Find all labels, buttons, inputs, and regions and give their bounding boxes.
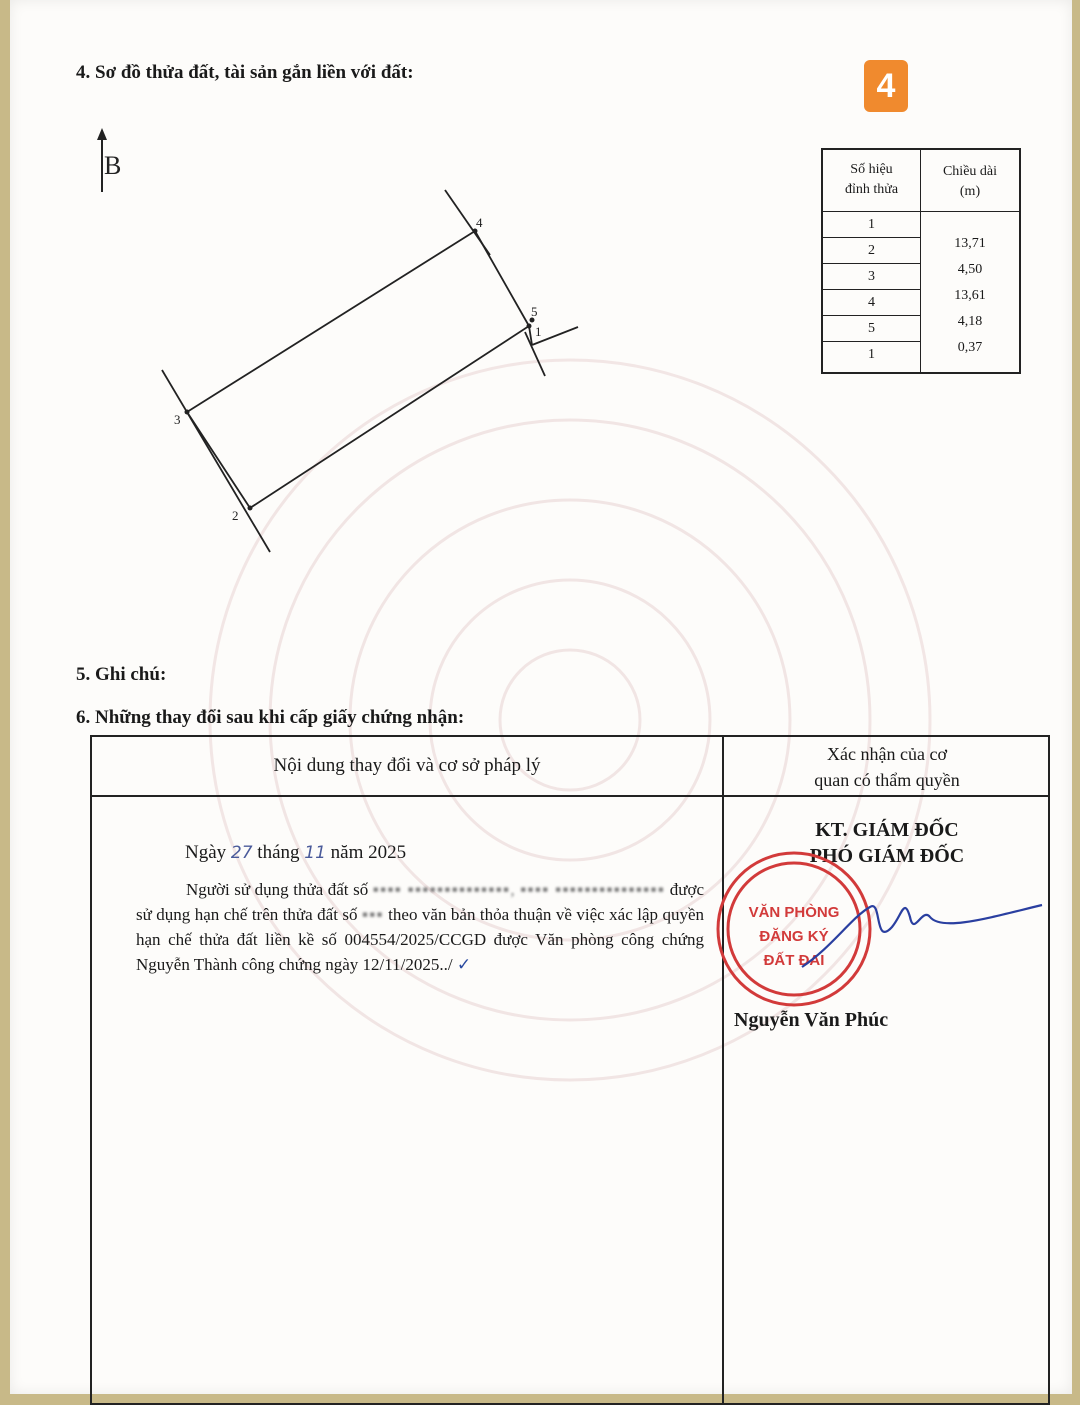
date-month: 11 — [304, 843, 326, 863]
svg-text:VĂN PHÒNG: VĂN PHÒNG — [748, 904, 840, 921]
change-content: Người sử dụng thửa đất số ▪▪▪▪ ▪▪▪▪▪▪▪▪▪▪▪▪▪▪, ▪▪▪▪ ▪▪▪▪▪▪▪▪▪▪▪▪▪▪▪ được sử dụng hạn chế trên thửa đất số ▪▪▪ theo văn bản thỏa thuận về việc xác lập quyền hạn chế thửa đất liền kề số 004554/2025/CCGD được Văn phòng công chứng Nguyễn Thành công chứng ngày 12/11/2025../ ✓ — [136, 880, 704, 975]
column-header-content: Nội dung thay đổi và cơ sở pháp lý — [273, 755, 541, 776]
parcel-diagram — [150, 180, 590, 560]
redacted-text: ▪▪▪ — [361, 905, 384, 924]
section-4-title: 4. Sơ đồ thửa đất, tài sản gắn liền với đất: — [76, 62, 414, 83]
column-header-confirmation: Xác nhận của cơ quan có thẩm quyền — [814, 744, 960, 790]
point-cell: 4 — [823, 290, 920, 316]
changes-table — [90, 735, 1050, 1405]
svg-text:ĐĂNG KÝ: ĐĂNG KÝ — [759, 928, 829, 945]
length-cell: 4,50 — [957, 262, 983, 277]
point-label-2: 2 — [232, 508, 239, 523]
signer-title-1: KT. GIÁM ĐỐC — [815, 819, 959, 841]
header-point: Số hiệu đỉnh thửa — [823, 150, 920, 212]
point-cell: 5 — [823, 316, 920, 342]
north-arrow-icon — [94, 128, 124, 194]
length-cell: 0,37 — [957, 340, 983, 355]
page-number-badge: 4 — [864, 60, 908, 112]
redacted-text: ▪▪▪▪ ▪▪▪▪▪▪▪▪▪▪▪▪▪▪▪ — [520, 880, 666, 899]
parcel-boundary — [187, 231, 529, 508]
section-5-title: 5. Ghi chú: — [76, 664, 167, 685]
north-label: B — [104, 151, 122, 180]
edge-length-table — [821, 148, 1021, 374]
change-date: Ngày 27 tháng 11 năm 2025 — [185, 842, 407, 863]
length-cell: 13,71 — [954, 236, 986, 251]
svg-text:ĐẤT ĐAI: ĐẤT ĐAI — [763, 952, 825, 969]
point-cell: 1 — [868, 347, 875, 362]
point-label-3: 3 — [174, 412, 181, 427]
point-cell: 1 — [823, 212, 920, 238]
date-day: 27 — [230, 843, 253, 863]
point-cell: 2 — [823, 238, 920, 264]
point-label-1: 1 — [535, 324, 542, 339]
point-label-4: 4 — [476, 215, 483, 230]
point-label-5: 5 — [531, 304, 538, 319]
point-cell: 3 — [823, 264, 920, 290]
signature — [792, 887, 1052, 977]
length-cell: 13,61 — [954, 288, 986, 303]
redacted-text: ▪▪▪▪ ▪▪▪▪▪▪▪▪▪▪▪▪▪▪, — [372, 880, 516, 899]
signer-name: Nguyễn Văn Phúc — [734, 1009, 889, 1031]
length-cell: 4,18 — [957, 314, 983, 329]
document-page — [10, 0, 1072, 1394]
header-length: Chiều dài (m) — [921, 150, 1019, 212]
signer-title-2: PHÓ GIÁM ĐỐC — [809, 845, 965, 867]
initial-mark: ✓ — [456, 955, 472, 975]
section-6-title: 6. Những thay đổi sau khi cấp giấy chứng nhận: — [76, 707, 465, 728]
